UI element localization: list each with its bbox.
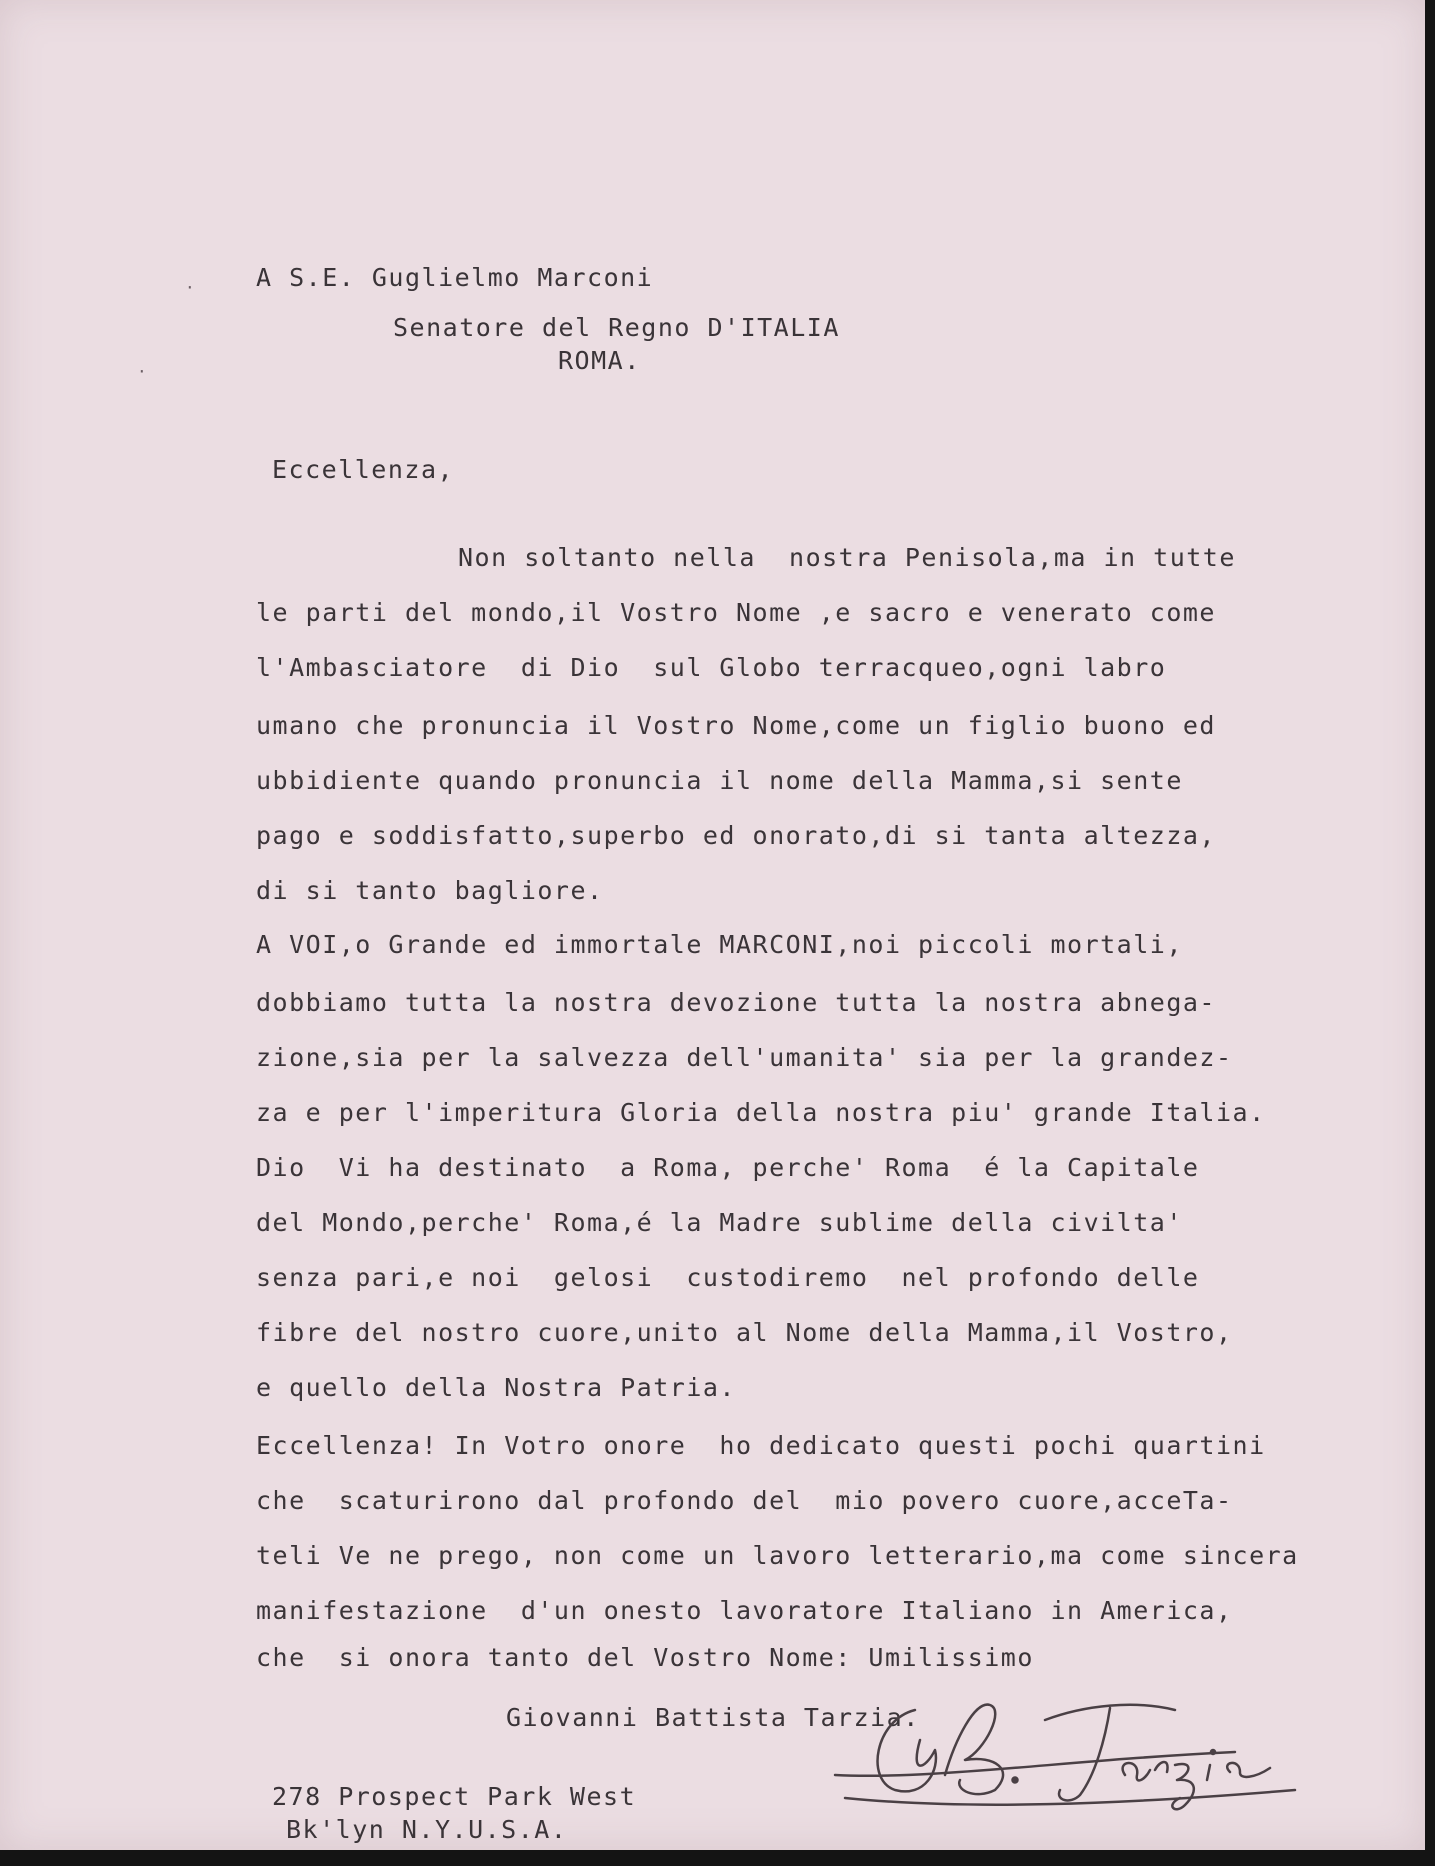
salutation: Eccellenza,: [272, 455, 455, 484]
body-line: che scaturirono dal profondo del mio povero cuore,acceTa-: [256, 1486, 1233, 1515]
margin-dot: ·: [137, 362, 147, 381]
body-line: Dio Vi ha destinato a Roma, perche' Roma é la Capitale: [256, 1153, 1200, 1182]
body-line: le parti del mondo,il Vostro Nome ,e sacro e venerato come: [256, 598, 1216, 627]
body-line: teli Ve ne prego, non come un lavoro letterario,ma come sincera: [256, 1541, 1299, 1570]
body-line: dobbiamo tutta la nostra devozione tutta la nostra abnega-: [256, 988, 1216, 1017]
body-line: che si onora tanto del Vostro Nome: Umilissimo: [256, 1643, 1034, 1672]
addressee-line-1: A S.E. Guglielmo Marconi: [256, 263, 654, 292]
body-line: di si tanto bagliore.: [256, 876, 604, 905]
body-line: pago e soddisfatto,superbo ed onorato,di si tanta altezza,: [256, 821, 1216, 850]
body-line: l'Ambasciatore di Dio sul Globo terracqueo,ogni labro: [256, 653, 1167, 682]
body-line: umano che pronuncia il Vostro Nome,come un figlio buono ed: [256, 711, 1216, 740]
sender-address-line-2: Bk'lyn N.Y.U.S.A.: [286, 1815, 568, 1844]
sender-address-line-1: 278 Prospect Park West: [272, 1782, 637, 1811]
scan-edge-bottom: [0, 1850, 1435, 1866]
body-line: Non soltanto nella nostra Penisola,ma in tutte: [458, 543, 1236, 572]
body-line: manifestazione d'un onesto lavoratore Italiano in America,: [256, 1596, 1233, 1625]
margin-dot: ·: [185, 278, 195, 297]
body-line: ubbidiente quando pronuncia il nome della Mamma,si sente: [256, 766, 1183, 795]
body-line: e quello della Nostra Patria.: [256, 1373, 736, 1402]
body-line: fibre del nostro cuore,unito al Nome della Mamma,il Vostro,: [256, 1318, 1233, 1347]
addressee-line-2: Senatore del Regno D'ITALIA: [393, 313, 840, 342]
body-line: del Mondo,perche' Roma,é la Madre sublime della civilta': [256, 1208, 1183, 1237]
body-line: za e per l'imperitura Gloria della nostra piu' grande Italia.: [256, 1098, 1266, 1127]
addressee-line-3: ROMA.: [558, 346, 641, 375]
handwritten-signature: [815, 1680, 1335, 1830]
body-line: senza pari,e noi gelosi custodiremo nel profondo delle: [256, 1263, 1200, 1292]
closing-name: Giovanni Battista Tarzia.: [506, 1703, 920, 1732]
body-line: Eccellenza! In Votro onore ho dedicato questi pochi quartini: [256, 1431, 1266, 1460]
body-line: zione,sia per la salvezza dell'umanita' sia per la grandez-: [256, 1043, 1233, 1072]
scan-edge-right: [1425, 0, 1435, 1866]
body-line: A VOI,o Grande ed immortale MARCONI,noi piccoli mortali,: [256, 930, 1183, 959]
